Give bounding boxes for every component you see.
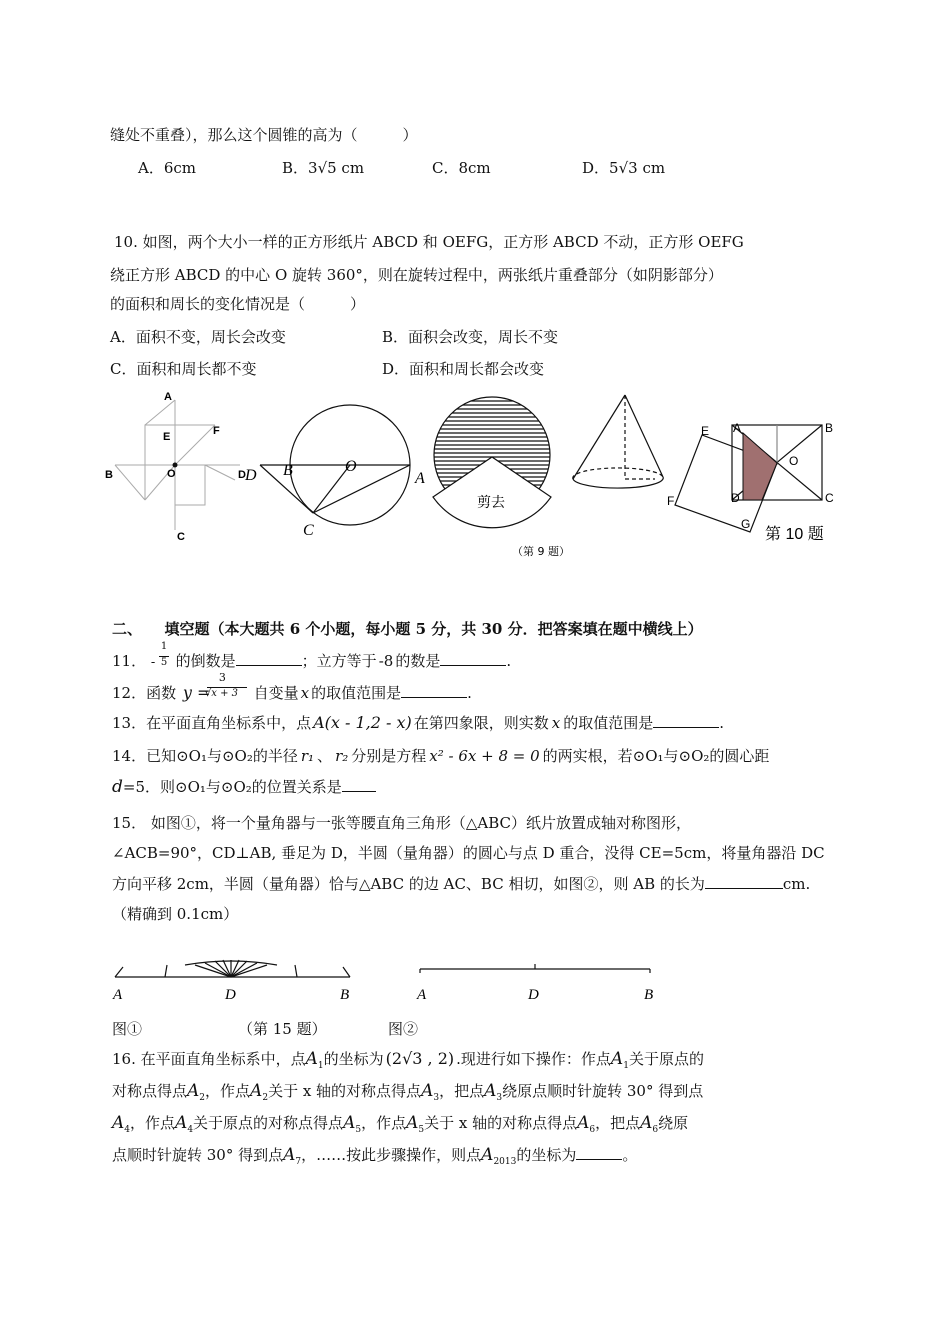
q9-option-c: C．8cm [432,159,491,177]
q16-text-4a: 点顺时针旋转 30° 得到点 [112,1146,284,1164]
q16-a4b-sub: 4 [187,1125,194,1135]
sq-caption: 第 10 题 [765,526,824,543]
q14-equation: x² - 6x + 8 = 0 [429,747,540,765]
q9-option-d: D．5√3 cm [582,159,666,177]
q13-x: x [551,714,561,732]
q10-line1: 10. 如图，两个大小一样的正方形纸片 ABCD 和 OEFG，正方形 ABCD 不动，正方形 OEFG [114,233,744,251]
q11-frac-num: 1 [160,641,168,652]
q14-sep: 、 [317,747,333,765]
q12-function [181,671,249,703]
q15-fig2 [420,964,650,973]
pinwheel-center [173,463,178,468]
q14-blank[interactable] [342,777,376,792]
q16-a2013-sub: 2013 [493,1157,517,1167]
q16-text-1b: 的坐标为 [323,1050,384,1068]
q16-a1-sub: 1 [317,1061,324,1071]
q15-caption-mid: （第 15 题） [238,1020,327,1038]
q15-fig1-d: D [225,987,236,1003]
q13-text: 在第四象限，则实数 [413,714,549,732]
q15-fig1 [115,960,350,977]
q14-line1 [112,745,769,766]
q12-num: 3 [218,671,226,684]
q12-prefix: 12．函数 [112,684,177,702]
q10-option-b: B．面积会改变，周长不变 [382,328,559,346]
q16-a2b-sub: 2 [262,1093,269,1103]
q10-line2: 绕正方形 ABCD 的中心 O 旋转 360°，则在旋转过程中，两张纸片重叠部分（如阴影部分） [110,266,723,284]
q16-line1 [112,1048,704,1071]
figure-caption-9: （第 9 题） [512,545,570,558]
q16-a6b: A [640,1113,653,1133]
q14-text-b: 分别是方程 [351,747,427,765]
q11-blank2[interactable] [440,651,506,666]
pw-label-c: C [177,531,185,543]
q15-figures [105,955,685,1005]
q9-line: 缝处不重叠），那么这个圆锥的高为（ ） [110,126,418,144]
q16-text-1a: 16. 在平面直角坐标系中，点 [112,1050,306,1068]
q11-line: 11． - 1 5 的倒数是 ；立方等于 -8 的数是 . [112,641,512,670]
figure-strip [95,385,855,565]
pw-label-e: E [163,431,171,443]
q16-a4: A [112,1113,125,1133]
cut-label: 剪去 [477,495,505,511]
q11-value: -8 [378,652,394,670]
q10-line3: 的面积和周长的变化情况是（ ） [110,295,366,313]
q16-text-2e: 绕原点顺时针旋转 30° 得到点 [502,1082,704,1100]
circle-label-c: C [303,522,314,539]
q12-blank[interactable] [401,683,467,698]
q11-frac-den: 5 [160,657,168,668]
q15-fig1-a: A [113,987,123,1003]
q16-text-3b: ，作点 [130,1114,176,1132]
q13-blank[interactable] [653,713,719,728]
cone-figure [573,395,663,488]
q16-a5: A [343,1113,356,1133]
q11-fraction: - 1 5 [150,641,168,670]
q13-text2: 的取值范围是 [563,714,654,732]
q9-option-b: B．3√5 cm [282,159,365,177]
sq-label-d: D [731,491,740,505]
q13-point: A(x - 1,2 - x) [313,713,412,732]
q12-x: x [300,684,310,702]
q16-a7: A [283,1145,296,1165]
sq-label-f: F [667,494,675,508]
q16-a1: A [305,1049,318,1069]
q15-caption-2: 图② [388,1020,419,1038]
pw-label-d: D [238,469,246,481]
q16-a3b-sub: 3 [496,1093,503,1103]
q16-a5b: A [406,1113,419,1133]
sq-label-g: G [741,517,751,531]
q11-text2: ；立方等于 [301,652,377,670]
q13-prefix: 13．在平面直角坐标系中，点 [112,714,312,732]
q16-text-4b: ，……按此步骤操作，则点 [301,1146,482,1164]
q10-option-a: A．面积不变，周长会改变 [110,328,286,346]
q11-text3: 的数是 [395,652,441,670]
q16-a3-sub: 3 [433,1093,440,1103]
pw-label-o: O [167,468,176,480]
q12-den: √x + 3 [204,688,238,699]
q16-text-4d: 。 [622,1146,638,1164]
q16-line2 [112,1080,703,1103]
q16-a4b: A [175,1113,188,1133]
circle-label-d: D [245,467,257,484]
q16-text-2b: ，作点 [205,1082,251,1100]
q13-line: 13．在平面直角坐标系中，点 A(x - 1,2 - x) 在第四象限，则实数 x 的取值范围是 . [112,713,725,732]
circle-label-o: O [345,458,357,475]
q16-a6-sub: 6 [589,1125,596,1135]
q16-a2013: A [481,1145,494,1165]
q16-text-3e: 关于 x 轴的对称点得点 [424,1114,578,1132]
circle-label-b: B [283,462,293,479]
q10-option-c: C．面积和周长都不变 [110,360,257,378]
q16-line3 [112,1112,688,1135]
q14-text-c: 的两实根，若⊙O₁与⊙O₂的圆心距 [542,747,770,765]
q11-prefix: 11． [112,652,147,670]
q16-text-3f: ，把点 [595,1114,641,1132]
q15-text-3a: 方向平移 2cm，半圆（量角器）恰与△ABC 的边 AC、BC 相切，如图②，则 AB 的长为 [112,875,705,893]
q9-option-a: A．6cm [138,159,197,177]
sq-label-o: O [789,454,799,468]
q15-blank[interactable] [705,874,783,889]
section2-title: 二、 填空题（本大题共 6 个小题，每小题 5 分，共 30 分．把答案填在题中横线上） [112,620,703,638]
q12-y: y = [182,683,211,702]
q16-text-1c: .现进行如下操作：作点 [456,1050,611,1068]
q15-fig1-b: B [340,987,350,1003]
q16-a2-sub: 2 [199,1093,206,1103]
q10-option-d: D．面积和周长都会改变 [382,360,545,378]
q15-fig2-b: B [644,987,654,1003]
q16-text-3d: ，作点 [361,1114,407,1132]
q15-line4: （精确到 0.1cm） [112,905,239,923]
sq-label-a: A [733,421,742,435]
q14-r1: r₁ [300,747,315,765]
q15-caption-1: 图① [112,1020,143,1038]
q16-text-3c: 关于原点的对称点得点 [193,1114,344,1132]
q16-a5b-sub: 5 [418,1125,425,1135]
q14-text-a: 14．已知⊙O₁与⊙O₂的半径 [112,747,298,765]
circle-label-a: A [415,470,425,487]
q16-a2b: A [250,1081,263,1101]
q16-a3: A [421,1081,434,1101]
q14-line2 [112,776,376,797]
q11-blank1[interactable] [236,651,302,666]
q16-text-2c: 关于 x 轴的对称点得点 [268,1082,422,1100]
q15-line2: ∠ACB=90°，CD⊥AB, 垂足为 D，半圆（量角器）的圆心与点 D 重合，没得 CE=5cm，将量角器沿 DC [112,844,825,862]
q14-text-2: =5．则⊙O₁与⊙O₂的位置关系是 [122,778,342,796]
q16-line4 [112,1144,637,1167]
q15-fig2-a: A [417,987,427,1003]
pw-label-b: B [105,469,113,481]
sq-label-c: C [825,491,834,505]
q16-text-2d: ，把点 [439,1082,485,1100]
overlap-shade [743,433,777,500]
q16-text-2a: 对称点得点 [112,1082,188,1100]
q16-text-4c: 的坐标为 [516,1146,577,1164]
q15-text-3b: cm. [782,875,811,893]
q15-line3 [112,873,810,894]
q16-a1b: A [610,1049,624,1069]
q12-text2: 的取值范围是 [311,684,402,702]
q16-coord: (2√3 , 2) [385,1049,455,1068]
q11-text1: 的倒数是 [175,652,236,670]
q16-a3b: A [484,1081,497,1101]
q16-text-3g: 绕原 [658,1114,689,1132]
q12-text: 自变量 [253,684,299,702]
q14-r2: r₂ [335,747,349,765]
sq-label-e: E [701,424,710,438]
q16-a6b-sub: 6 [652,1125,659,1135]
q16-a4-sub: 4 [124,1125,131,1135]
q14-d: d [112,777,123,797]
q16-a6: A [577,1113,590,1133]
q16-a2: A [187,1081,200,1101]
q16-text-1d: 关于原点的 [628,1050,704,1068]
q16-a7-sub: 7 [295,1157,302,1167]
q15-line1: 15． 如图①，将一个量角器与一张等腰直角三角形（△ABC）纸片放置成轴对称图形， [112,814,692,832]
q15-fig2-d: D [528,987,539,1003]
q16-a1b-sub: 1 [623,1061,629,1071]
pw-label-a: A [164,391,172,403]
sq-label-b: B [825,421,834,435]
pw-label-f: F [213,425,220,437]
q16-blank[interactable] [576,1145,622,1160]
q12-line: 12．函数 y = 3 √x + 3 自变量 x 的取值范围是 . [112,671,472,702]
q16-a5-sub: 5 [355,1125,362,1135]
